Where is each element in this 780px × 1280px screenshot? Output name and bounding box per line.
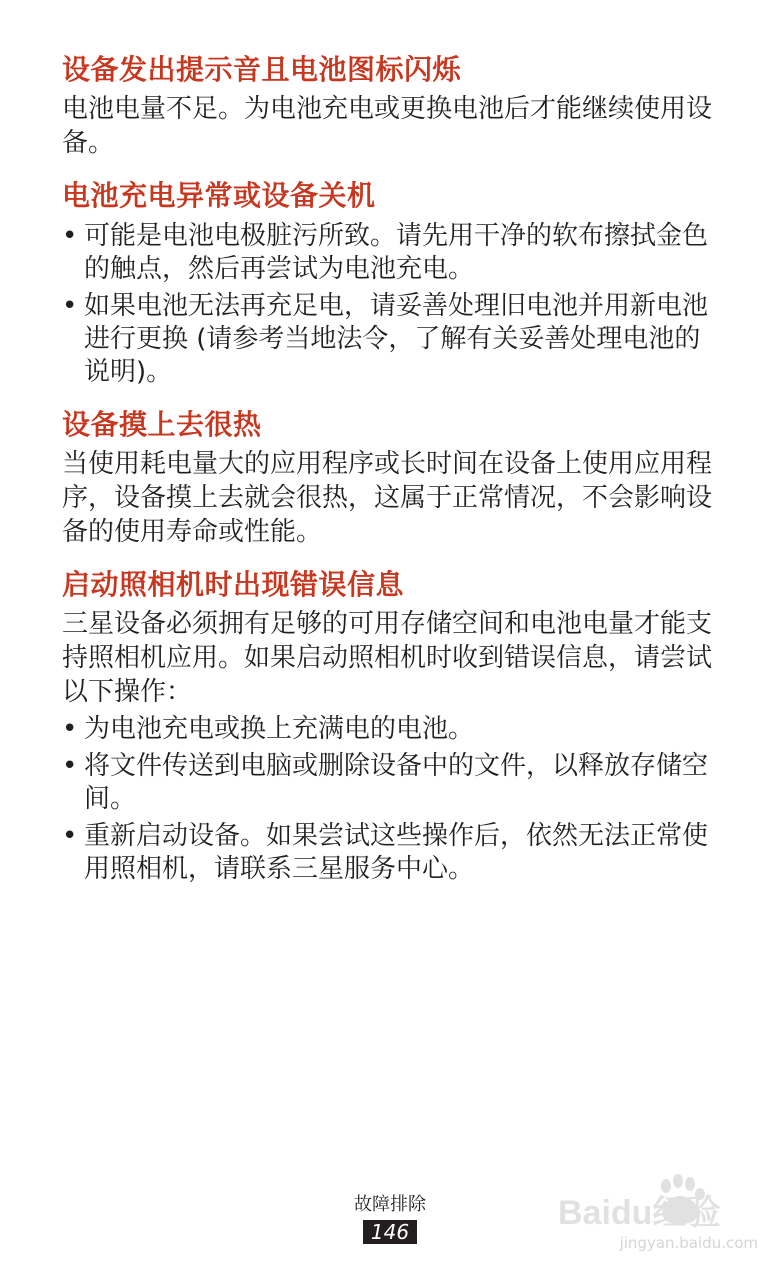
baidu-watermark-logo — [558, 1172, 758, 1252]
section-heading: 启动照相机时出现错误信息 — [62, 568, 405, 601]
bullet-item — [62, 750, 722, 816]
bullet-item — [62, 820, 722, 886]
watermark-text: Baidu经验 — [558, 1194, 721, 1232]
section-camera-error — [62, 565, 722, 886]
bullet-icon: • — [62, 751, 78, 781]
bullet-text: 如果电池无法再充足电，请妥善处理旧电池并用新电池进行更换 (请参考当地法令，了解有关妥善处理电池的说明)。 — [84, 291, 709, 387]
bullet-icon: • — [62, 291, 78, 321]
section-heading: 设备摸上去很热 — [62, 408, 262, 441]
footer-chapter-title: 故障排除 — [354, 1194, 426, 1215]
section-heading: 电池充电异常或设备关机 — [62, 179, 376, 212]
bullet-list — [62, 713, 722, 886]
page-number: 146 — [363, 1220, 417, 1244]
section-paragraph: 三星设备必须拥有足够的可用存储空间和电池电量才能支持照相机应用。如果启动照相机时收到错误信息，请尝试以下操作： — [62, 609, 713, 707]
bullet-icon: • — [62, 221, 78, 251]
section-paragraph: 电池电量不足。为电池充电或更换电池后才能继续使用设备。 — [62, 94, 713, 158]
bullet-icon: • — [62, 714, 78, 744]
bullet-icon: • — [62, 821, 78, 851]
bullet-text: 可能是电池电极脏污所致。请先用干净的软布擦拭金色的触点，然后再尝试为电池充电。 — [84, 221, 709, 284]
section-heading: 设备发出提示音且电池图标闪烁 — [62, 53, 462, 86]
bullet-list — [62, 220, 722, 389]
section-device-hot — [62, 405, 722, 549]
bullet-item — [62, 290, 722, 389]
section-paragraph: 当使用耗电量大的应用程序或长时间在设备上使用应用程序，设备摸上去就会很热，这属于正常情况，不会影响设备的使用寿命或性能。 — [62, 449, 713, 547]
bullet-item — [62, 713, 722, 746]
bullet-text: 为电池充电或换上充满电的电池。 — [84, 714, 475, 744]
paw-logo-icon — [558, 1172, 758, 1232]
bullet-item — [62, 220, 722, 286]
bullet-text: 重新启动设备。如果尝试这些操作后，依然无法正常使用照相机，请联系三星服务中心。 — [84, 821, 709, 884]
document-body — [62, 50, 722, 902]
bullet-text: 将文件传送到电脑或删除设备中的文件，以释放存储空间。 — [84, 751, 709, 814]
section-battery-beep — [62, 50, 722, 160]
section-charging-abnormal — [62, 176, 722, 389]
watermark-subtext: jingyan.baidu.com — [619, 1234, 758, 1252]
